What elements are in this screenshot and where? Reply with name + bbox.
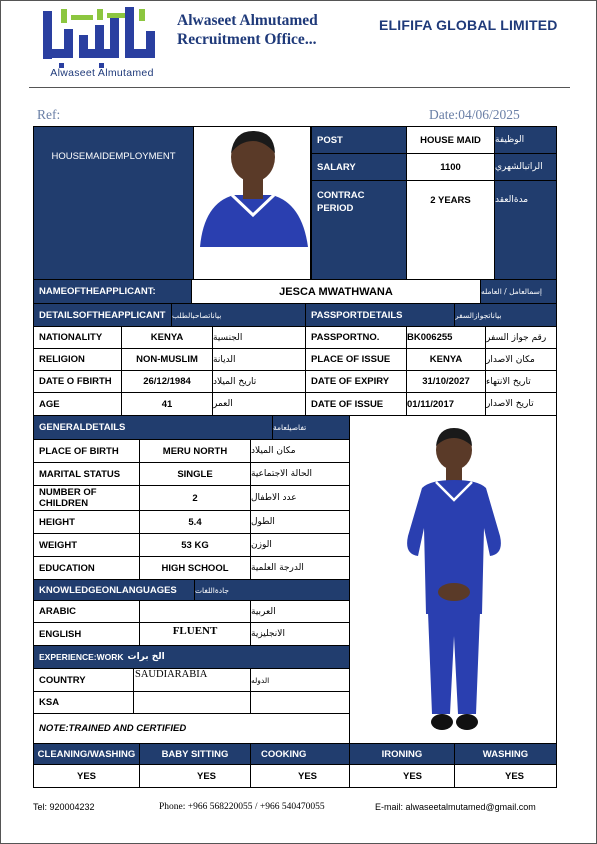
languages-title: KNOWLEDGEONLANGUAGES [33,579,195,601]
details-row-arabic: الديانة [212,348,306,371]
skill-value: YES [250,764,350,788]
general-row-value: 53 KG [139,533,251,557]
logo-caption: Alwaseet Almutamed [50,67,154,79]
passport-row-arabic: رقم جواز السفر [485,326,557,349]
company-name: ELIFIFA GLOBAL LIMITED [379,17,558,33]
job-title: HOUSEMAIDEMPLOYMENT [51,151,176,162]
ksa-arabic [250,691,350,714]
office-name-line1: Alwaseet Almutamed [177,12,318,29]
footer-phone: Phone: +966 568220055 / +966 540470055 [159,802,325,812]
general-row-value: HIGH SCHOOL [139,556,251,580]
trained-note: NOTE:TRAINED AND CERTIFIED [33,713,350,744]
date-label: Date:04/06/2025 [429,107,520,122]
language-row-label: ARABIC [33,600,140,623]
portrait-photo [193,126,311,280]
applicant-name-label: NAMEOFTHEAPPLICANT: [33,279,192,304]
passport-row-label: DATE OF EXPIRY [305,370,407,393]
passport-row-arabic: تاريخ الانتهاء [485,370,557,393]
general-row-label: MARITAL STATUS [33,462,140,486]
details-row-value: 26/12/1984 [121,370,213,393]
general-row-value: SINGLE [139,462,251,486]
post-label: POST [311,126,407,154]
skill-label: COOKING [250,743,350,765]
skill-value: YES [349,764,455,788]
general-row-label: HEIGHT [33,510,140,534]
general-row-label: WEIGHT [33,533,140,557]
passport-row-value: BK006255 [406,326,486,349]
details-row-value: NON-MUSLIM [121,348,213,371]
details-row-value: KENYA [121,326,213,349]
post-value: HOUSE MAID [406,126,495,154]
applicant-name-arabic: إسمالعامل / العامله [480,279,557,304]
ksa-value [133,691,251,714]
passport-title: PASSPORTDETAILS [305,303,455,327]
full-body-photo [349,415,557,744]
passport-row-arabic: مكان الاصدار [485,348,557,371]
contract-value: 2 YEARS [406,180,495,280]
footer-tel: Tel: 920004232 [33,802,95,812]
general-row-label: NUMBER OF CHILDREN [33,485,140,511]
country-arabic: الدوله [250,668,350,692]
skill-value: YES [33,764,140,788]
details-title-arabic: بياناتصاحبالطلب [171,303,306,327]
footer-email: E-mail: alwaseetalmutamed@gmail.com [375,802,536,812]
ref-label: Ref: [37,107,61,122]
general-row-arabic: الوزن [250,533,350,557]
general-row-value: MERU NORTH [139,439,251,463]
language-row-label: ENGLISH [33,622,140,646]
experience-title: EXPERIENCE:WORK [39,652,124,662]
salary-label: SALARY [311,153,407,181]
skill-value: YES [454,764,557,788]
ksa-label: KSA [33,691,134,714]
details-row-value: 41 [121,392,213,416]
general-row-arabic: مكان الميلاد [250,439,350,463]
portrait-figure-icon [194,127,311,280]
office-name [177,11,318,49]
general-row-value: 5.4 [139,510,251,534]
post-arabic: الوظيفة [494,126,557,154]
details-row-arabic: تاريخ الميلاد [212,370,306,393]
languages-title-arabic: جادةاللغات [194,579,350,601]
passport-row-value: KENYA [406,348,486,371]
general-row-arabic: الطول [250,510,350,534]
language-row-value: FLUENT [139,622,251,646]
details-title: DETAILSOFTHEAPPLICANT [33,303,172,327]
passport-row-arabic: تاريخ الاصدار [485,392,557,416]
contract-label: CONTRAC PERIOD [311,180,407,280]
passport-row-label: DATE OF ISSUE [305,392,407,416]
general-row-value: 2 [139,485,251,511]
general-title-arabic: تفاصيلعامة [272,415,350,440]
passport-row-label: PASSPORTNO. [305,326,407,349]
header-divider [29,87,570,88]
passport-title-arabic: بياناتجوازالسفر [454,303,557,327]
skill-label: IRONING [349,743,455,765]
applicant-name-value: JESCA MWATHWANA [191,279,481,304]
contract-arabic: مدةالعقد [494,180,557,280]
details-row-arabic: العمر [212,392,306,416]
passport-row-value: 31/10/2027 [406,370,486,393]
office-name-line2: Recruitment Office... [177,31,317,48]
general-row-label: PLACE OF BIRTH [33,439,140,463]
language-row-arabic: العربية [250,600,350,623]
language-row-arabic: الانجليزية [250,622,350,646]
details-row-arabic: الجنسية [212,326,306,349]
skill-label: WASHING [454,743,557,765]
job-title-cell [33,126,194,280]
details-row-label: AGE [33,392,122,416]
experience-title-cell [33,645,350,669]
details-row-label: RELIGION [33,348,122,371]
passport-row-value: 01/11/2017 [406,392,486,416]
full-body-figure-icon [350,416,557,744]
passport-row-label: PLACE OF ISSUE [305,348,407,371]
skill-value: YES [139,764,251,788]
experience-title-arabic: الخ برات [127,652,165,662]
general-row-label: EDUCATION [33,556,140,580]
general-row-arabic: عدد الاطفال [250,485,350,511]
country-value: SAUDIARABIA [133,668,251,692]
general-row-arabic: الدرجة العلمية [250,556,350,580]
salary-arabic: الراتبالشهري [494,153,557,181]
details-row-label: NATIONALITY [33,326,122,349]
country-label: COUNTRY [33,668,134,692]
skill-label: CLEANING/WASHING [33,743,140,765]
general-row-arabic: الحالة الاجتماعية [250,462,350,486]
salary-value: 1100 [406,153,495,181]
general-title: GENERALDETAILS [33,415,273,440]
details-row-label: DATE O FBIRTH [33,370,122,393]
language-row-value [139,600,251,623]
skill-label: BABY SITTING [139,743,251,765]
